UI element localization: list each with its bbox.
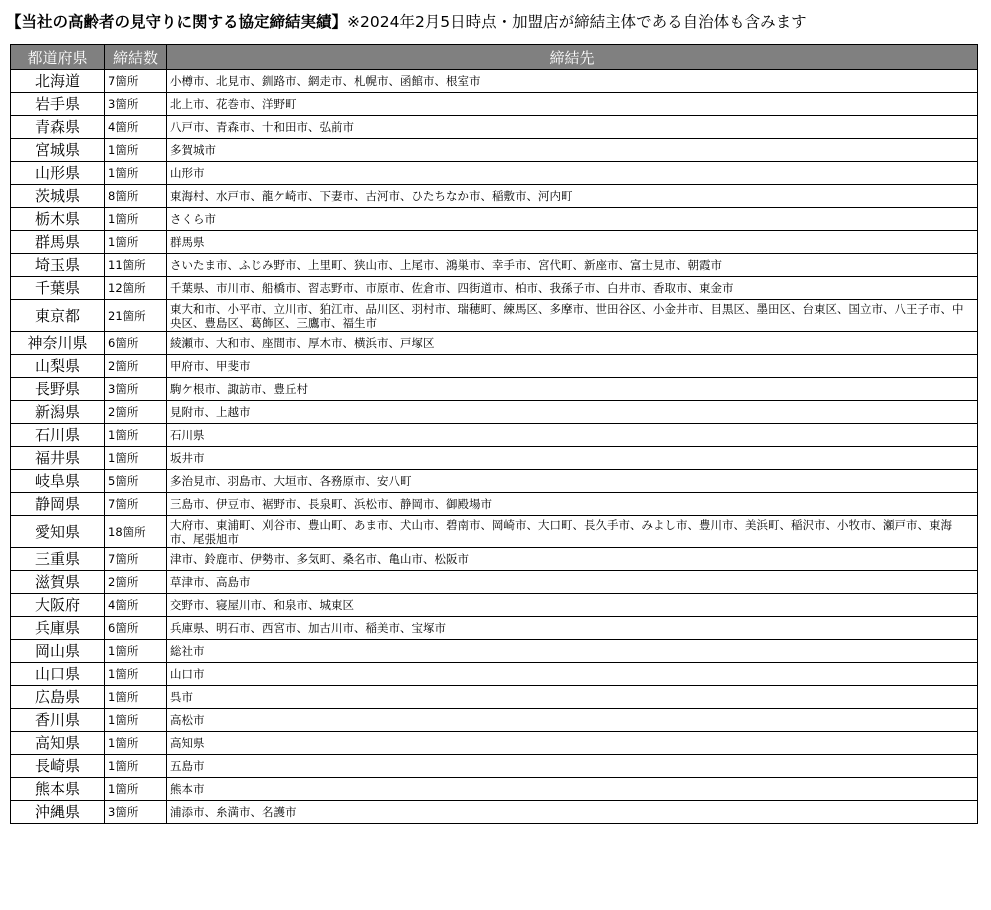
- destinations-cell: 甲府市、甲斐市: [167, 355, 978, 378]
- destinations-cell: 三島市、伊豆市、裾野市、長泉町、浜松市、静岡市、御殿場市: [167, 493, 978, 516]
- destinations-cell: 五島市: [167, 755, 978, 778]
- destinations-cell: 見附市、上越市: [167, 401, 978, 424]
- destinations-cell: 小樽市、北見市、釧路市、網走市、札幌市、函館市、根室市: [167, 70, 978, 93]
- destinations-cell: 東海村、水戸市、龍ケ崎市、下妻市、古河市、ひたちなか市、稲敷市、河内町: [167, 185, 978, 208]
- table-row: [11, 516, 978, 548]
- table-row: [11, 709, 978, 732]
- prefecture-cell: 宮城県: [11, 139, 105, 162]
- count-cell: 1箇所: [105, 162, 167, 185]
- destinations-cell: さいたま市、ふじみ野市、上里町、狭山市、上尾市、鴻巣市、幸手市、宮代町、新座市、富士見市、朝霞市: [167, 254, 978, 277]
- destinations-cell: 東大和市、小平市、立川市、狛江市、品川区、羽村市、瑞穂町、練馬区、多摩市、世田谷区、小金井市、目黒区、墨田区、台東区、国立市、八王子市、中央区、豊島区、葛飾区、三鷹市、福生市: [167, 300, 978, 332]
- header-destinations: 締結先: [167, 45, 978, 70]
- table-row: [11, 355, 978, 378]
- destinations-cell: 兵庫県、明石市、西宮市、加古川市、稲美市、宝塚市: [167, 617, 978, 640]
- table-row: [11, 185, 978, 208]
- count-cell: 11箇所: [105, 254, 167, 277]
- table-row: [11, 208, 978, 231]
- prefecture-cell: 香川県: [11, 709, 105, 732]
- title-main: 【当社の高齢者の見守りに関する協定締結実績】: [6, 13, 348, 31]
- count-cell: 2箇所: [105, 401, 167, 424]
- prefecture-cell: 埼玉県: [11, 254, 105, 277]
- destinations-cell: 総社市: [167, 640, 978, 663]
- prefecture-cell: 千葉県: [11, 277, 105, 300]
- table-row: [11, 231, 978, 254]
- prefecture-cell: 静岡県: [11, 493, 105, 516]
- prefecture-cell: 石川県: [11, 424, 105, 447]
- count-cell: 1箇所: [105, 231, 167, 254]
- count-cell: 7箇所: [105, 548, 167, 571]
- table-row: [11, 378, 978, 401]
- destinations-cell: 千葉県、市川市、船橋市、習志野市、市原市、佐倉市、四街道市、柏市、我孫子市、白井市、香取市、東金市: [167, 277, 978, 300]
- table-row: [11, 493, 978, 516]
- count-cell: 2箇所: [105, 355, 167, 378]
- count-cell: 5箇所: [105, 470, 167, 493]
- table-row: [11, 801, 978, 824]
- prefecture-cell: 岡山県: [11, 640, 105, 663]
- destinations-cell: 駒ケ根市、諏訪市、豊丘村: [167, 378, 978, 401]
- count-cell: 3箇所: [105, 93, 167, 116]
- count-cell: 6箇所: [105, 617, 167, 640]
- table-row: [11, 447, 978, 470]
- count-cell: 6箇所: [105, 332, 167, 355]
- prefecture-cell: 長野県: [11, 378, 105, 401]
- table-row: [11, 778, 978, 801]
- header-prefecture: 都道府県: [11, 45, 105, 70]
- table-row: [11, 401, 978, 424]
- prefecture-cell: 青森県: [11, 116, 105, 139]
- table-row: [11, 755, 978, 778]
- destinations-cell: 坂井市: [167, 447, 978, 470]
- count-cell: 1箇所: [105, 778, 167, 801]
- count-cell: 1箇所: [105, 424, 167, 447]
- destinations-cell: 大府市、東浦町、刈谷市、豊山町、あま市、犬山市、碧南市、岡崎市、大口町、長久手市、みよし市、豊川市、美浜町、稲沢市、小牧市、瀬戸市、東海市、尾張旭市: [167, 516, 978, 548]
- prefecture-cell: 兵庫県: [11, 617, 105, 640]
- prefecture-cell: 高知県: [11, 732, 105, 755]
- destinations-cell: 交野市、寝屋川市、和泉市、城東区: [167, 594, 978, 617]
- table-body: [11, 70, 978, 824]
- count-cell: 1箇所: [105, 663, 167, 686]
- prefecture-cell: 東京都: [11, 300, 105, 332]
- prefecture-cell: 茨城県: [11, 185, 105, 208]
- table-row: [11, 617, 978, 640]
- count-cell: 1箇所: [105, 686, 167, 709]
- destinations-cell: 八戸市、青森市、十和田市、弘前市: [167, 116, 978, 139]
- title-note: ※2024年2月5日時点・加盟店が締結主体である自治体も含みます: [347, 13, 807, 31]
- count-cell: 4箇所: [105, 116, 167, 139]
- table-row: [11, 300, 978, 332]
- destinations-cell: 群馬県: [167, 231, 978, 254]
- prefecture-cell: 長崎県: [11, 755, 105, 778]
- count-cell: 1箇所: [105, 447, 167, 470]
- destinations-cell: さくら市: [167, 208, 978, 231]
- table-row: [11, 70, 978, 93]
- table-row: [11, 116, 978, 139]
- table-row: [11, 332, 978, 355]
- prefecture-cell: 北海道: [11, 70, 105, 93]
- page-title: [6, 9, 986, 35]
- table-row: [11, 139, 978, 162]
- count-cell: 2箇所: [105, 571, 167, 594]
- destinations-cell: 綾瀬市、大和市、座間市、厚木市、横浜市、戸塚区: [167, 332, 978, 355]
- destinations-cell: 草津市、高島市: [167, 571, 978, 594]
- count-cell: 21箇所: [105, 300, 167, 332]
- count-cell: 1箇所: [105, 640, 167, 663]
- table-row: [11, 470, 978, 493]
- destinations-cell: 多賀城市: [167, 139, 978, 162]
- prefecture-cell: 三重県: [11, 548, 105, 571]
- prefecture-cell: 山梨県: [11, 355, 105, 378]
- table-row: [11, 594, 978, 617]
- destinations-cell: 石川県: [167, 424, 978, 447]
- prefecture-cell: 群馬県: [11, 231, 105, 254]
- count-cell: 3箇所: [105, 378, 167, 401]
- destinations-cell: 多治見市、羽島市、大垣市、各務原市、安八町: [167, 470, 978, 493]
- table-row: [11, 686, 978, 709]
- table-row: [11, 663, 978, 686]
- count-cell: 1箇所: [105, 755, 167, 778]
- prefecture-cell: 広島県: [11, 686, 105, 709]
- count-cell: 1箇所: [105, 139, 167, 162]
- count-cell: 18箇所: [105, 516, 167, 548]
- prefecture-cell: 栃木県: [11, 208, 105, 231]
- table-row: [11, 277, 978, 300]
- destinations-cell: 北上市、花巻市、洋野町: [167, 93, 978, 116]
- prefecture-cell: 岩手県: [11, 93, 105, 116]
- count-cell: 3箇所: [105, 801, 167, 824]
- count-cell: 1箇所: [105, 732, 167, 755]
- destinations-cell: 浦添市、糸満市、名護市: [167, 801, 978, 824]
- table-row: [11, 162, 978, 185]
- count-cell: 7箇所: [105, 493, 167, 516]
- table-row: [11, 548, 978, 571]
- prefecture-cell: 山形県: [11, 162, 105, 185]
- count-cell: 1箇所: [105, 208, 167, 231]
- agreement-table: [10, 44, 978, 824]
- table-row: [11, 93, 978, 116]
- destinations-cell: 高知県: [167, 732, 978, 755]
- table-header-row: [11, 45, 978, 70]
- header-count: 締結数: [105, 45, 167, 70]
- destinations-cell: 山口市: [167, 663, 978, 686]
- table-row: [11, 640, 978, 663]
- prefecture-cell: 新潟県: [11, 401, 105, 424]
- destinations-cell: 熊本市: [167, 778, 978, 801]
- count-cell: 8箇所: [105, 185, 167, 208]
- count-cell: 12箇所: [105, 277, 167, 300]
- prefecture-cell: 滋賀県: [11, 571, 105, 594]
- prefecture-cell: 大阪府: [11, 594, 105, 617]
- destinations-cell: 津市、鈴鹿市、伊勢市、多気町、桑名市、亀山市、松阪市: [167, 548, 978, 571]
- prefecture-cell: 熊本県: [11, 778, 105, 801]
- count-cell: 4箇所: [105, 594, 167, 617]
- destinations-cell: 高松市: [167, 709, 978, 732]
- table-row: [11, 732, 978, 755]
- prefecture-cell: 福井県: [11, 447, 105, 470]
- table-row: [11, 424, 978, 447]
- count-cell: 1箇所: [105, 709, 167, 732]
- prefecture-cell: 山口県: [11, 663, 105, 686]
- table-row: [11, 571, 978, 594]
- prefecture-cell: 岐阜県: [11, 470, 105, 493]
- prefecture-cell: 沖縄県: [11, 801, 105, 824]
- destinations-cell: 呉市: [167, 686, 978, 709]
- prefecture-cell: 愛知県: [11, 516, 105, 548]
- table-row: [11, 254, 978, 277]
- prefecture-cell: 神奈川県: [11, 332, 105, 355]
- destinations-cell: 山形市: [167, 162, 978, 185]
- count-cell: 7箇所: [105, 70, 167, 93]
